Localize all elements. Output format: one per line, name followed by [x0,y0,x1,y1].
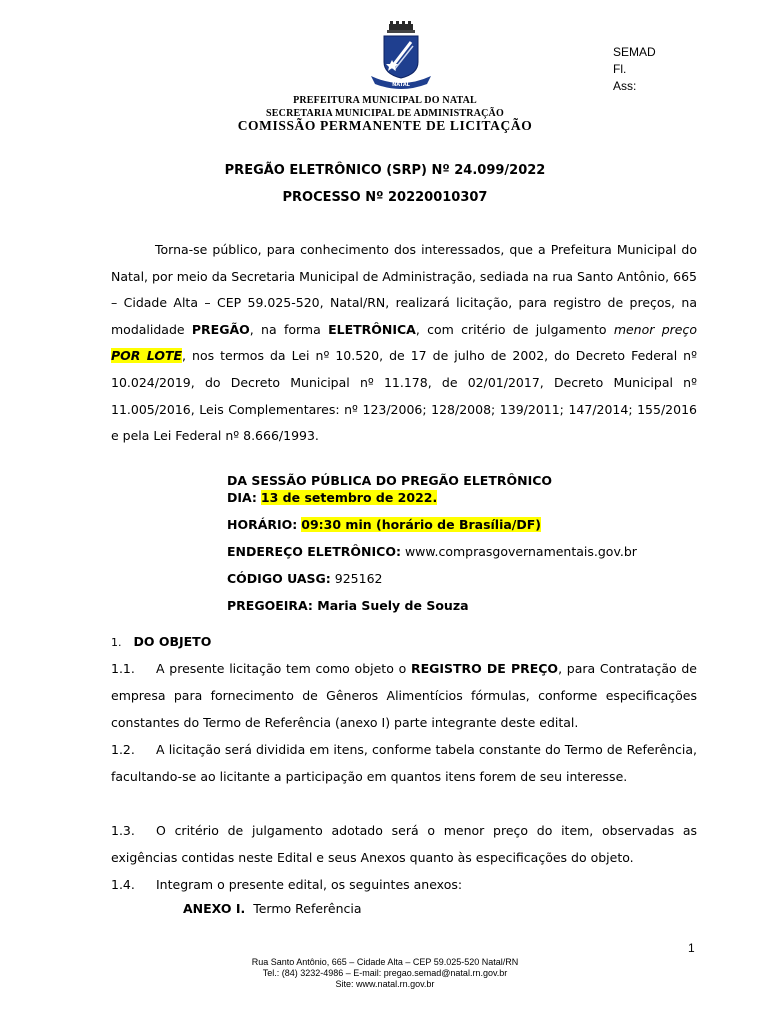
item-1-1-bold: REGISTRO DE PREÇO [410,661,559,676]
session-date-label: DIA: [227,490,257,505]
footer-site: Site: www.natal.rn.gov.br [335,979,435,989]
document-title: PREGÃO ELETRÔNICO (SRP) Nº 24.099/2022 [224,163,546,178]
session-date [227,490,437,505]
item-1-1-number: 1.1. [111,661,135,676]
item-1-2-number: 1.2. [111,742,135,757]
session-address-label: ENDEREÇO ELETRÔNICO: [227,544,401,559]
footer-address: Rua Santo Antônio, 665 – Cidade Alta – CEP 59.025-520 Natal/RN [251,957,519,967]
session-uasg-value: 925162 [334,571,383,586]
intro-bold-pregao: PREGÃO [191,321,250,337]
intro-highlight-por-lote: POR LOTE [111,348,183,364]
session-time [227,517,541,532]
item-1-1-text-post: , para Contratação de empresa para fornecimento de Gêneros Alimentícios fórmulas, conforme especificações constantes do Termo de Referência (anexo I) parte integrante deste edital. [111,661,697,730]
document-control-box [613,44,656,95]
page-number: 1 [688,941,695,955]
intro-text-4: , nos termos da Lei nº 10.520, de 17 de julho de 2002, do Decreto Federal nº 10.024/2019, do Decreto Municipal nº 11.178, de 02/01/2017, Decreto Municipal nº 11.005/2016, Leis Complementares: nº 123/2006; 128/2008; 139/2011; 147/2014; 155/2016 e pela Lei Federal nº 8.666/1993. [111,348,697,444]
item-1-4-number: 1.4. [111,877,135,892]
annex-1-label: ANEXO I. [183,901,246,916]
intro-text-3: , com critério de julgamento [415,321,614,337]
item-1-1-text-pre: A presente licitação tem como objeto o [156,661,411,676]
header-line-2: SECRETARIA MUNICIPAL DE ADMINISTRAÇÃO [266,108,504,119]
annex-1 [183,901,362,916]
session-uasg-label: CÓDIGO UASG: [227,571,331,586]
item-1-2-text: A licitação será dividida em itens, conforme tabela constante do Termo de Referência, facultando-se ao licitante a participação em quantos itens forem de seu interesse. [111,742,697,784]
intro-paragraph [111,237,697,450]
session-uasg [227,571,382,586]
item-1-3-text: O critério de julgamento adotado será o menor preço do item, observadas as exigências contidas neste Edital e seus Anexos quanto às especificações do objeto. [111,823,697,865]
item-1-1 [111,655,697,736]
intro-bold-eletronica: ELETRÔNICA [328,321,416,337]
emblem-caption: NATAL [392,82,410,88]
intro-italic-menor-preco: menor preço [613,321,697,337]
item-1-4-text: Integram o presente edital, os seguintes anexos: [156,877,463,892]
item-1-3 [111,817,697,871]
section-1-number: 1. [111,636,122,649]
item-1-2 [111,736,697,790]
item-1-4 [111,871,697,898]
side-org: SEMAD [613,45,656,59]
annex-1-text: Termo Referência [253,901,362,916]
session-address [227,544,637,559]
side-fl: Fl. [613,62,627,76]
session-time-value: 09:30 min (horário de Brasília/DF) [301,517,541,532]
session-date-value: 13 de setembro de 2022. [260,490,438,505]
section-1-heading [111,634,211,649]
session-heading: DA SESSÃO PÚBLICA DO PREGÃO ELETRÔNICO [227,473,553,488]
footer-contact: Tel.: (84) 3232-4986 – E-mail: pregao.semad@natal.rn.gov.br [262,968,508,978]
item-1-3-number: 1.3. [111,823,135,838]
section-1-title: DO OBJETO [133,634,212,649]
session-address-value[interactable]: www.comprasgovernamentais.gov.br [404,544,637,559]
intro-text-2: , na forma [249,321,329,337]
header-line-3: COMISSÃO PERMANENTE DE LICITAÇÃO [237,118,533,133]
natal-coat-of-arms-icon [365,20,437,90]
side-ass: Ass: [613,79,637,93]
process-number: PROCESSO Nº 20220010307 [282,190,488,205]
footer [0,957,770,990]
session-time-label: HORÁRIO: [227,517,298,532]
header-line-1: PREFEITURA MUNICIPAL DO NATAL [293,95,477,106]
session-pregoeira: PREGOEIRA: Maria Suely de Souza [227,598,469,613]
intro-text-1: Torna-se público, para conhecimento dos interessados, que a Prefeitura Municipal do Natal, por meio da Secretaria Municipal de Administração, sediada na rua Santo Antônio, 665 – Cidade Alta – CEP 59.025-520, Natal/RN, realizará licitação, para registro de preços, na modalidade [111,242,697,337]
